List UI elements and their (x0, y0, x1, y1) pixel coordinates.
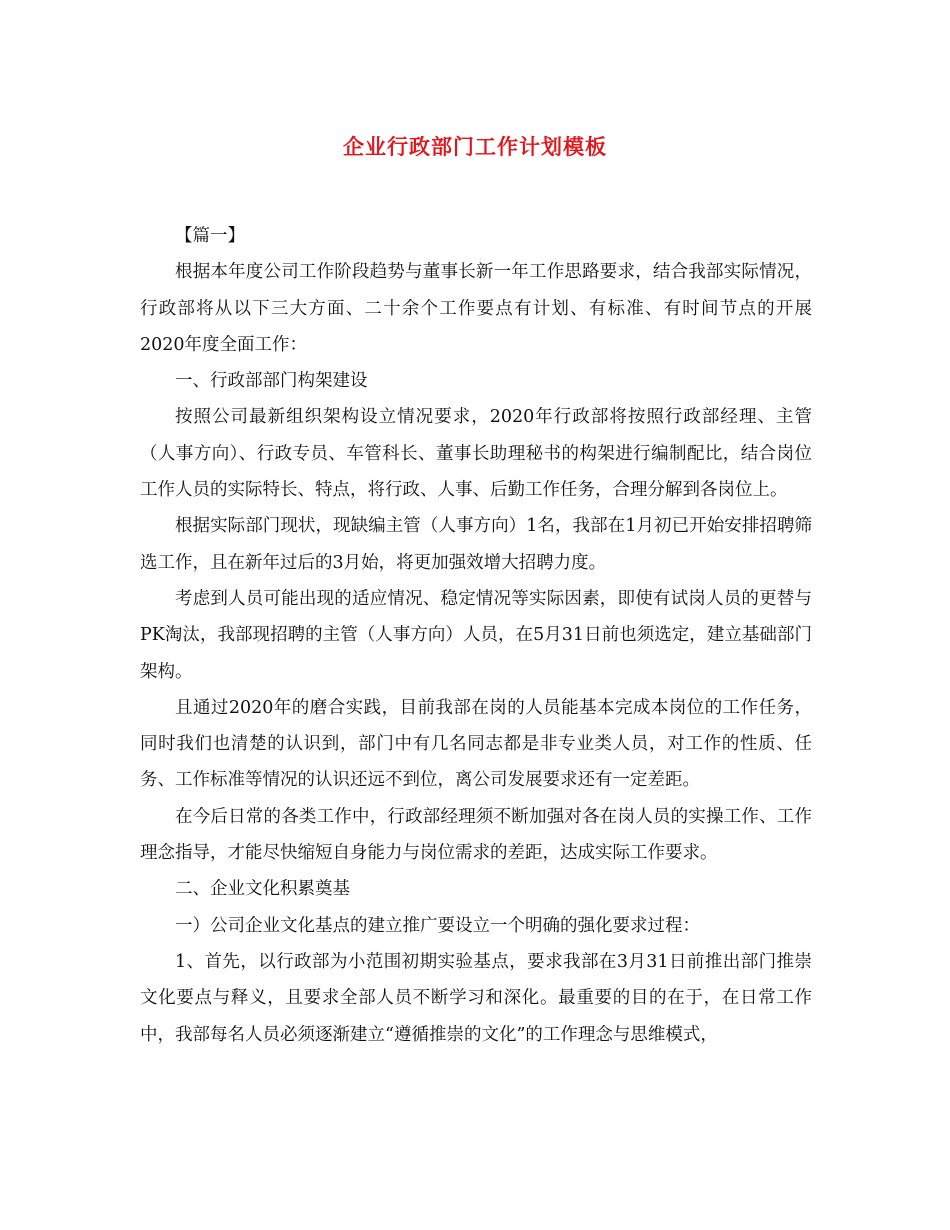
section-heading-culture: 二、企业文化积累奠基 (175, 879, 350, 900)
section-heading-structure: 一、行政部部门构架建设 (175, 371, 368, 392)
paragraph-recruitment: 考虑到人员可能出现的适应情况、稳定情况等实际因素，即使有试岗人员的更替与PK淘汰，我部现招聘的主管（人事方向）人员，在5月31日前也须选定，建立基础部门架构。 (140, 588, 812, 682)
paragraph-practice: 且通过2020年的磨合实践，目前我部在岗的人员能基本完成本岗位的工作任务，同时我们也清楚的认识到，部门中有几名同志都是非专业类人员，对工作的性质、任务、工作标准等情况的认识还远不到位，离公司发展要求还有一定差距。 (140, 697, 812, 791)
paragraph-culture-first: 1、首先，以行政部为小范围初期实验基点，要求我部在3月31日前推出部门推崇文化要点与释义，且要求全部人员不断学习和深化。最重要的目的在于，在日常工作中，我部每名人员必须逐渐建立“遵循推崇的文化”的工作理念与思维模式， (140, 951, 812, 1045)
paragraph-guidance: 在今后日常的各类工作中，行政部经理须不断加强对各在岗人员的实操工作、工作理念指导，才能尽快缩短自身能力与岗位需求的差距，达成实际工作要求。 (140, 806, 812, 864)
document-title: 企业行政部门工作计划模板 (343, 134, 607, 159)
section-label-chapter-one: 【篇一】 (175, 226, 245, 246)
document-body (140, 218, 812, 1053)
subsection-heading-culture-base: 一）公司企业文化基点的建立推广要设立一个明确的强化要求过程： (175, 915, 700, 936)
paragraph-vacancy: 根据实际部门现状，现缺编主管（人事方向）1名，我部在1月初已开始安排招聘筛选工作，且在新年过后的3月始，将更加强效增大招聘力度。 (140, 516, 812, 573)
paragraph-intro: 根据本年度公司工作阶段趋势与董事长新一年工作思路要求，结合我部实际情况，行政部将从以下三大方面、二十余个工作要点有计划、有标准、有时间节点的开展2020年度全面工作： (140, 262, 812, 355)
paragraph-structure: 按照公司最新组织架构设立情况要求，2020年行政部将按照行政部经理、主管（人事方向）、行政专员、车管科长、董事长助理秘书的构架进行编制配比，结合岗位工作人员的实际特长、特点，将行政、人事、后勤工作任务，合理分解到各岗位上。 (140, 407, 812, 501)
